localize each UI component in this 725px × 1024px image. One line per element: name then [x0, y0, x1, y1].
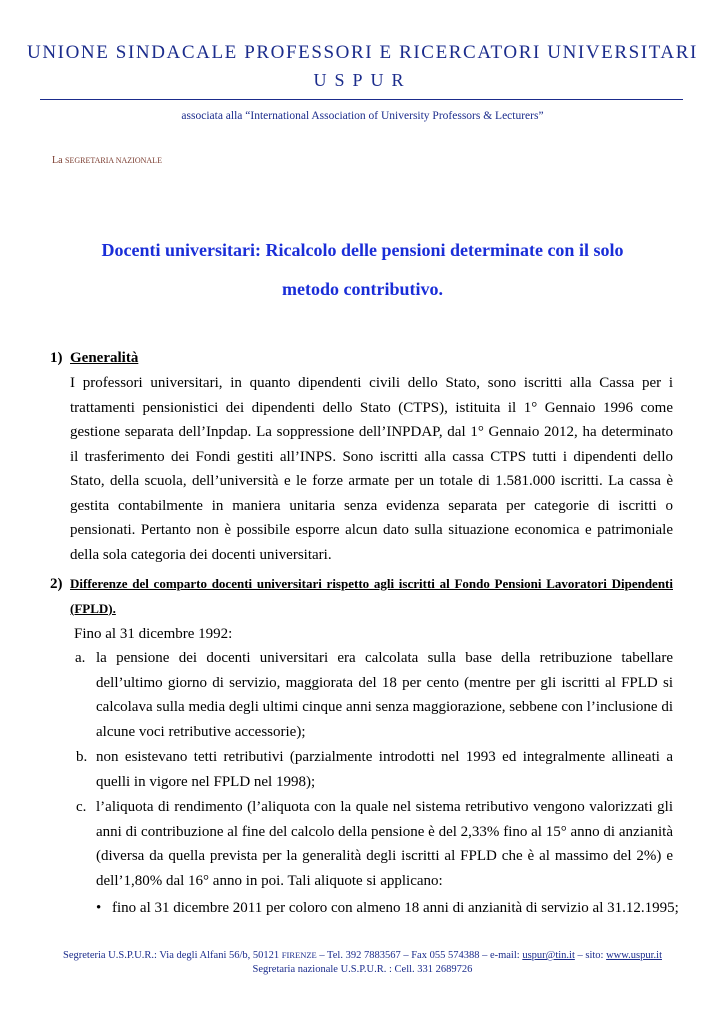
- footer-city: FIRENZE: [281, 950, 317, 960]
- list-item-a: [70, 646, 673, 744]
- bullet-text: fino al 31 dicembre 2011 per coloro con almeno 18 anni di anzianità di servizio al 31.12.1995;: [112, 900, 679, 916]
- list-item-b: [70, 745, 673, 794]
- association-line: associata alla “International Association of University Professors & Lecturers”: [181, 110, 544, 122]
- footer-address: Segreteria U.S.P.U.R.: Via degli Alfani 56/b, 50121: [63, 950, 280, 961]
- list-item-label: c.: [76, 799, 87, 815]
- secretariat-first: La: [52, 155, 63, 166]
- footer-cell-line: Segretaria nazionale U.S.P.U.R. : Cell. 331 2689726: [252, 964, 473, 975]
- organization-name: UNIONE SINDACALE PROFESSORI E RICERCATORI UNIVERSITARI: [27, 42, 698, 63]
- bullet-icon: •: [96, 900, 102, 916]
- list-item-c: [70, 795, 673, 893]
- list-item-text: l’aliquota di rendimento (l’aliquota con la quale nel sistema retributivo vengono valorizzati gli anni di contribuzione al fine del calcolo della pensione è del 2,33% fino al 15° anno di anzianità (diversa da quella prevista per la generalità degli iscritti al FPLD che è al massimo del 2%) e dell’1,80% dal 16° anno in poi. Tali aliquote si applicano:: [96, 799, 673, 889]
- section-1-heading: Generalità: [70, 350, 139, 366]
- secretariat-label: [52, 155, 162, 166]
- section-2-heading: Differenze del comparto docenti universitari rispetto agli iscritti al Fondo Pensioni Lavoratori Dipendenti (FPLD).: [70, 576, 673, 616]
- organization-acronym: USPUR: [313, 70, 412, 90]
- title-line-2: metodo contributivo.: [282, 279, 443, 299]
- list-item-text: non esistevano tetti retributivi (parzialmente introdotti nel 1993 ed integralmente allineati a quelli in vigore nel FPLD nel 1998);: [96, 749, 673, 790]
- list-item-text: la pensione dei docenti universitari era calcolata sulla base della retribuzione tabellare dell’ultimo giorno di servizio, maggiorata del 18 per cento (mentre per gli iscritti al FPLD si calcolava sulla media degli ultimi cinque anni senza maggiorazione, sebbene con l’inclusione di alcune voci retributive accessorie);: [96, 650, 673, 740]
- section-2-intro: Fino al 31 dicembre 1992:: [74, 626, 233, 642]
- footer-site-label: – sito:: [577, 950, 604, 961]
- footer-email-link[interactable]: uspur@tin.it: [522, 950, 575, 961]
- section-1-number: 1): [50, 350, 63, 366]
- footer-contact-line: [0, 950, 725, 961]
- header-divider: [40, 99, 683, 100]
- bullet-item: [96, 896, 681, 921]
- footer-phone-fax: – Tel. 392 7883567 – Fax 055 574388 – e-mail:: [319, 950, 520, 961]
- section-1-paragraph: I professori universitari, in quanto dipendenti civili dello Stato, sono iscritti alla Cassa per i trattamenti pensionistici dei dipendenti dello Stato (CTPS), istituita il 1° Gennaio 1996 come gestione separata dell’Inpdap. La soppressione dell’INPDAP, dal 1° Gennaio 2012, ha determinato il trasferimento dei Fondi gestiti all’INPS. Sono iscritti alla cassa CTPS tutti i dipendenti dello Stato, della scuola, dell’università e le forze armate per un totale di 1.581.000 iscritti. La cassa è gestita contabilmente in maniera unitaria senza evidenza separata per categorie di iscritti o pensionati. Pertanto non è possibile esporre alcun dato sulla situazione economica e patrimoniale della sola categoria dei docenti universitari.: [70, 375, 673, 563]
- section-2-number: 2): [50, 576, 63, 592]
- title-line-1: Docenti universitari: Ricalcolo delle pensioni determinate con il solo: [101, 240, 624, 260]
- list-item-label: b.: [76, 749, 88, 765]
- secretariat-rest: SEGRETARIA NAZIONALE: [65, 156, 162, 165]
- document-title: [60, 231, 665, 309]
- list-item-label: a.: [75, 650, 86, 666]
- footer-site-link[interactable]: www.uspur.it: [606, 950, 662, 961]
